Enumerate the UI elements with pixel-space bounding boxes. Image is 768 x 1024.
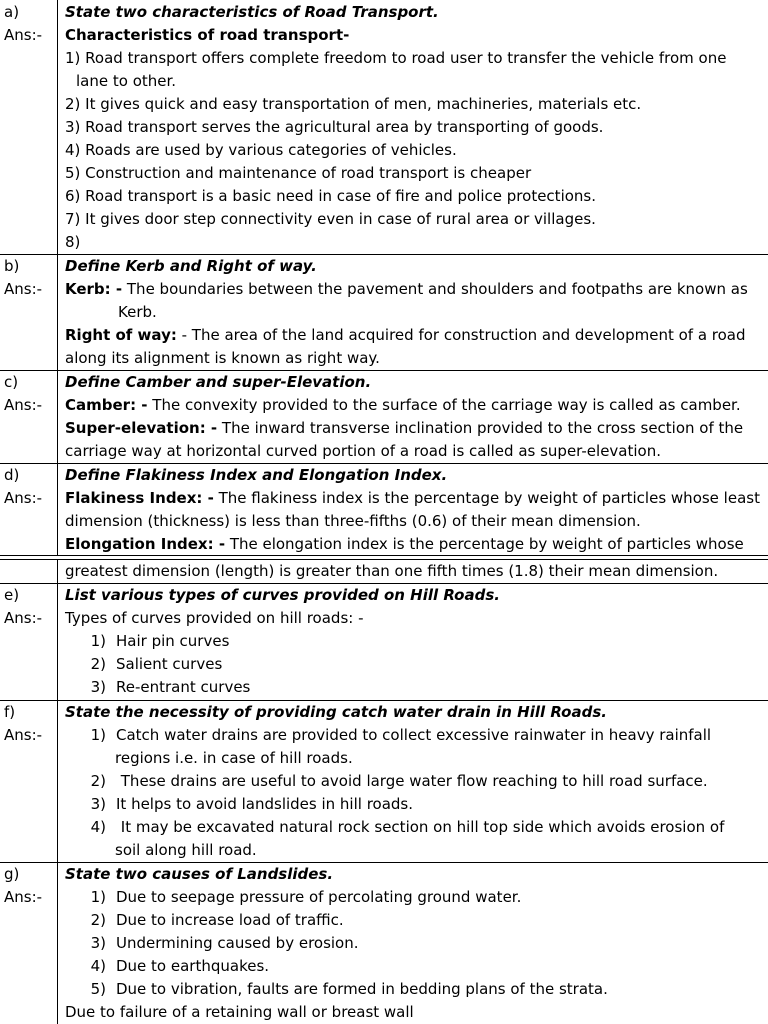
question-label: g) bbox=[0, 863, 58, 886]
list-number: 2) bbox=[90, 655, 106, 673]
term: Super-elevation: - bbox=[65, 419, 218, 437]
answer-heading: Characteristics of road transport- bbox=[65, 26, 350, 44]
list-item: Salient curves bbox=[116, 655, 223, 673]
term: Elongation Index: - bbox=[65, 535, 226, 553]
section-b bbox=[0, 255, 768, 370]
question-label: e) bbox=[0, 584, 58, 607]
section-a bbox=[0, 1, 768, 254]
question-text: Define Flakiness Index and Elongation Index. bbox=[65, 466, 448, 484]
list-item: soil along hill road. bbox=[115, 841, 257, 859]
list-item: 7) It gives door step connectivity even in case of rural area or villages. bbox=[65, 210, 596, 228]
list-item: 4) Roads are used by various categories of vehicles. bbox=[65, 141, 457, 159]
list-item: 8) bbox=[65, 233, 81, 251]
list-number: 3) bbox=[90, 678, 106, 696]
list-item: It helps to avoid landslides in hill roads. bbox=[116, 795, 414, 813]
list-number: 4) bbox=[90, 957, 106, 975]
question-label: d) bbox=[0, 464, 58, 487]
definition: - The area of the land acquired for construction and development of a road bbox=[176, 326, 746, 344]
section-c bbox=[0, 371, 768, 463]
question-label: b) bbox=[0, 255, 58, 278]
term: Kerb: - bbox=[65, 280, 123, 298]
question-text: State two causes of Landslides. bbox=[65, 865, 334, 883]
list-number: 4) bbox=[90, 818, 106, 836]
term: Right of way: bbox=[65, 326, 177, 344]
question-text: State two characteristics of Road Transport. bbox=[65, 3, 439, 21]
definition: Kerb. bbox=[118, 303, 157, 321]
answer-label: Ans:- bbox=[0, 394, 58, 417]
definition: greatest dimension (length) is greater than one fifth times (1.8) their mean dimension. bbox=[65, 562, 719, 580]
term: Camber: - bbox=[65, 396, 148, 414]
section-f bbox=[0, 701, 768, 862]
definition: The convexity provided to the surface of the carriage way is called as camber. bbox=[147, 396, 741, 414]
answer-label: Ans:- bbox=[0, 607, 58, 630]
question-label: a) bbox=[0, 1, 58, 24]
list-item: Undermining caused by erosion. bbox=[116, 934, 359, 952]
definition: The boundaries between the pavement and shoulders and footpaths are known as bbox=[122, 280, 748, 298]
list-number: 3) bbox=[90, 795, 106, 813]
list-item: Due to vibration, faults are formed in bedding plans of the strata. bbox=[116, 980, 608, 998]
list-item: 3) Road transport serves the agricultural area by transporting of goods. bbox=[65, 118, 604, 136]
list-item: Due to earthquakes. bbox=[116, 957, 270, 975]
list-number: 1) bbox=[90, 726, 106, 744]
question-text: Define Kerb and Right of way. bbox=[65, 257, 317, 275]
definition: The inward transverse inclination provided to the cross section of the bbox=[217, 419, 744, 437]
answer-label: Ans:- bbox=[0, 278, 58, 301]
answer-label: Ans:- bbox=[0, 24, 58, 47]
answer-label: Ans:- bbox=[0, 886, 58, 909]
term: Flakiness Index: - bbox=[65, 489, 214, 507]
definition: The flakiness index is the percentage by weight of particles whose least bbox=[213, 489, 760, 507]
page-break-line bbox=[0, 555, 768, 556]
answer-label: Ans:- bbox=[0, 487, 58, 510]
list-item: 5) Construction and maintenance of road transport is cheaper bbox=[65, 164, 532, 182]
section-e bbox=[0, 584, 768, 699]
list-number: 2) bbox=[90, 911, 106, 929]
list-item: Catch water drains are provided to collect excessive rainwater in heavy rainfall bbox=[116, 726, 712, 744]
definition: The elongation index is the percentage by weight of particles whose bbox=[225, 535, 744, 553]
section-d-continued bbox=[0, 560, 768, 583]
section-g bbox=[0, 863, 768, 1024]
answer-label: Ans:- bbox=[0, 724, 58, 747]
question-label: f) bbox=[0, 701, 58, 724]
list-number: 1) bbox=[90, 632, 106, 650]
list-item: 6) Road transport is a basic need in case of fire and police protections. bbox=[65, 187, 596, 205]
list-item: Due to seepage pressure of percolating ground water. bbox=[116, 888, 522, 906]
list-number: 5) bbox=[90, 980, 106, 998]
question-text: State the necessity of providing catch water drain in Hill Roads. bbox=[65, 703, 607, 721]
list-item: Due to failure of a retaining wall or breast wall bbox=[65, 1003, 414, 1021]
list-number: 3) bbox=[90, 934, 106, 952]
definition: carriage way at horizontal curved portion of a road is called as super-elevation. bbox=[65, 442, 661, 460]
question-label: c) bbox=[0, 371, 58, 394]
list-number: 1) bbox=[90, 888, 106, 906]
definition: along its alignment is known as right way. bbox=[65, 349, 380, 367]
list-number: 2) bbox=[90, 772, 106, 790]
question-text: List various types of curves provided on Hill Roads. bbox=[65, 586, 500, 604]
list-item: It may be excavated natural rock section on hill top side which avoids erosion of bbox=[116, 818, 725, 836]
list-item: 1) Road transport offers complete freedom to road user to transfer the vehicle from one bbox=[65, 49, 727, 67]
answer-intro: Types of curves provided on hill roads: - bbox=[65, 609, 364, 627]
definition: dimension (thickness) is less than three-fifths (0.6) of their mean dimension. bbox=[65, 512, 641, 530]
list-item: 2) It gives quick and easy transportation of men, machineries, materials etc. bbox=[65, 95, 642, 113]
section-d bbox=[0, 464, 768, 556]
list-item: lane to other. bbox=[76, 72, 177, 90]
list-item: Due to increase load of traffic. bbox=[116, 911, 344, 929]
question-text: Define Camber and super-Elevation. bbox=[65, 373, 372, 391]
list-item: Hair pin curves bbox=[116, 632, 230, 650]
list-item: Re-entrant curves bbox=[116, 678, 251, 696]
list-item: These drains are useful to avoid large water flow reaching to hill road surface. bbox=[116, 772, 708, 790]
list-item: regions i.e. in case of hill roads. bbox=[115, 749, 353, 767]
